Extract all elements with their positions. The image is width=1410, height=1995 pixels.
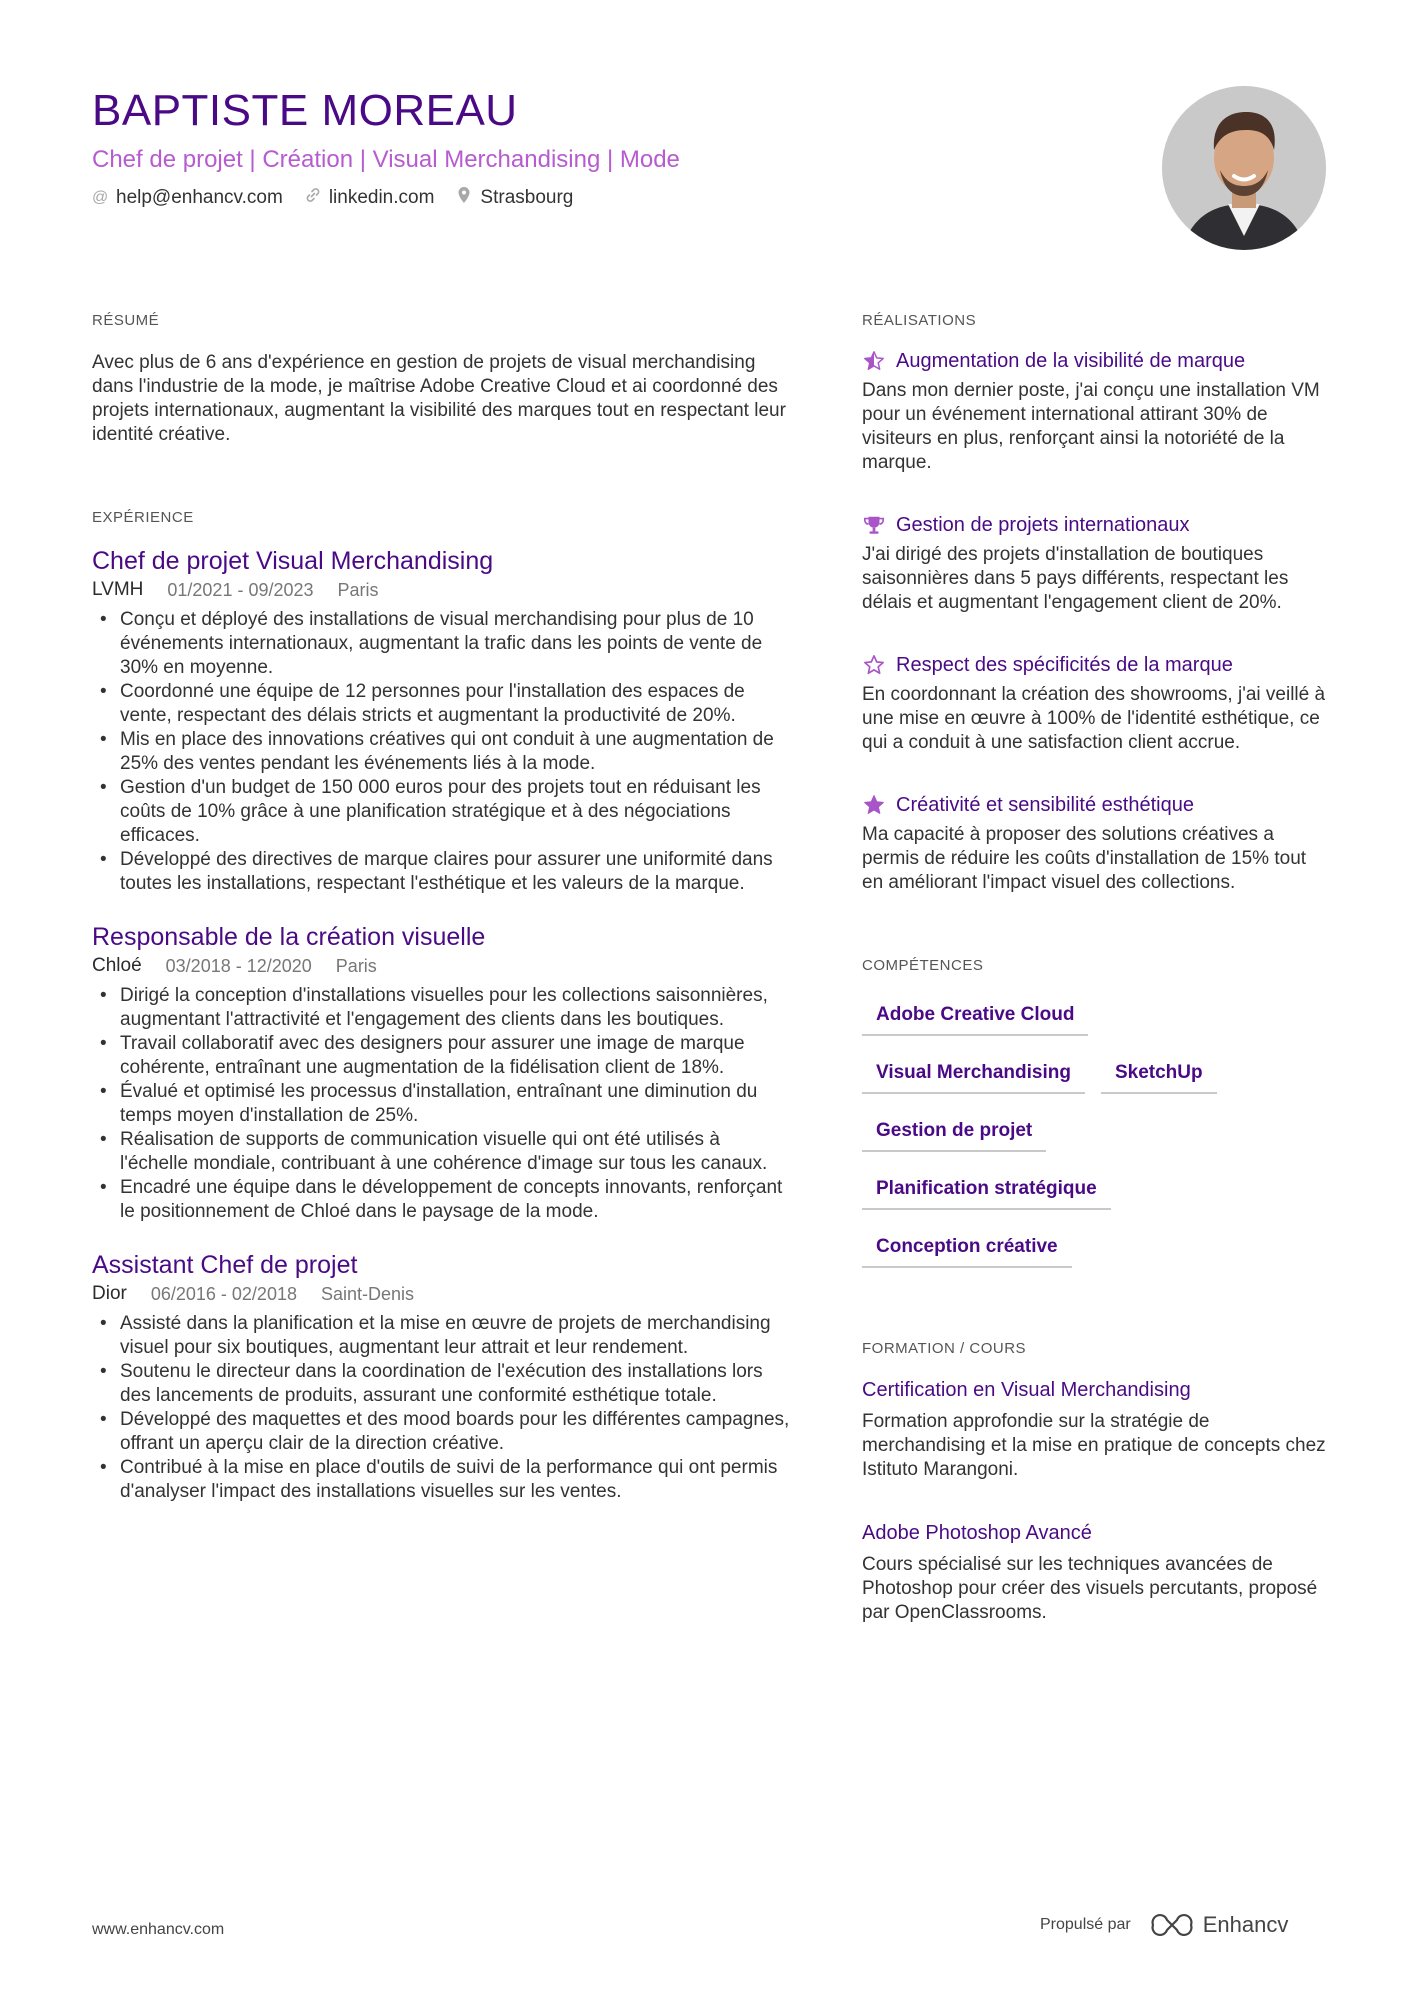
achievement-desc: Ma capacité à proposer des solutions créatives a permis de réduire les coûts d'installation de 15% tout en améliorant l'impact visuel des collections.: [862, 824, 1307, 893]
job-bullet: • Développé des directives de marque claires pour assurer une uniformité dans toutes les installations, respectant l'esthétique et les valeurs de la marque.: [92, 848, 792, 896]
achievement-item: [862, 653, 1332, 755]
job-bullet: • Contribué à la mise en place d'outils de suivi de la performance qui ont permis d'analyser l'impact des installations visuelles sur les ventes.: [92, 1456, 792, 1504]
education-heading: FORMATION / COURS: [862, 1340, 1027, 1357]
experience-heading: EXPÉRIENCE: [92, 509, 194, 526]
job-bullet: • Évalué et optimisé les processus d'installation, entraînant une diminution du temps moyen d'installation de 25%.: [92, 1080, 792, 1128]
skills-list: [862, 998, 1332, 1268]
job-company: Chloé: [92, 955, 142, 976]
contact-linkedin-text: linkedin.com: [328, 186, 435, 208]
job-meta: [92, 1282, 792, 1306]
candidate-subtitle: Chef de projet | Création | Visual Merchandising | Mode: [92, 146, 680, 173]
job-dates: 06/2016 - 02/2018: [150, 1284, 297, 1304]
contact-location: [456, 186, 573, 209]
achievement-item: [862, 513, 1332, 615]
job-bullet: • Mis en place des innovations créatives qui ont conduit à une augmentation de 25% des ventes pendant les événements liés à la mode.: [92, 728, 792, 776]
achievement-item: [862, 793, 1332, 895]
job-location: Paris: [335, 956, 377, 976]
job-bullets: [92, 1312, 792, 1504]
candidate-name: BAPTISTE MOREAU: [92, 86, 518, 135]
job-bullet: • Coordonné une équipe de 12 personnes pour l'installation des espaces de vente, respectant des délais stricts et augmentant la productivité de 20%.: [92, 680, 792, 728]
achievement-title: Augmentation de la visibilité de marque: [896, 349, 1246, 372]
job-title: Assistant Chef de projet: [92, 1251, 358, 1279]
skill-tag: Visual Merchandising: [862, 1056, 1085, 1094]
job-dates: 01/2021 - 09/2023: [167, 580, 314, 600]
education-title: Adobe Photoshop Avancé: [862, 1522, 1092, 1544]
education-item: [862, 1379, 1332, 1482]
job-title: Responsable de la création visuelle: [92, 923, 486, 951]
skill-tag: Adobe Creative Cloud: [862, 998, 1088, 1036]
job-entry: [92, 922, 792, 1224]
job-meta: [92, 954, 792, 978]
job-bullet: • Travail collaboratif avec des designers pour assurer une image de marque cohérente, entraînant une augmentation de la fidélisation client de 18%.: [92, 1032, 792, 1080]
job-location: Saint-Denis: [320, 1284, 415, 1304]
footer-branding: [1040, 1912, 1288, 1938]
skill-tag: Conception créative: [862, 1230, 1072, 1268]
skill-tag: SketchUp: [1101, 1056, 1217, 1094]
job-bullet: • Dirigé la conception d'installations visuelles pour les collections saisonnières, augmentant l'attractivité et l'engagement des clients dans les boutiques.: [92, 984, 792, 1032]
contact-linkedin[interactable]: [305, 186, 435, 209]
star-half-icon: [862, 349, 886, 373]
contact-email[interactable]: [92, 186, 283, 209]
job-bullet: • Conçu et déployé des installations de visual merchandising pour plus de 10 événements internationaux, augmentant la trafic dans les points de vente de 30% en moyenne.: [92, 608, 792, 680]
right-column: [862, 312, 1332, 1625]
enhancv-brand-text: Enhancv: [1202, 1912, 1289, 1937]
achievement-desc: En coordonnant la création des showrooms, j'ai veillé à une mise en œuvre à 100% de l'identité esthétique, ce qui a conduit à une satisfaction client accrue.: [862, 684, 1326, 753]
job-company: Dior: [92, 1283, 127, 1304]
job-bullets: [92, 608, 792, 896]
achievements-heading: RÉALISATIONS: [862, 312, 977, 329]
job-title: Chef de projet Visual Merchandising: [92, 547, 494, 575]
job-dates: 03/2018 - 12/2020: [165, 956, 312, 976]
job-bullet: • Soutenu le directeur dans la coordination de l'exécution des installations lors des lancements de produits, assurant une conformité esthétique totale.: [92, 1360, 792, 1408]
job-location: Paris: [337, 580, 379, 600]
education-desc: Cours spécialisé sur les techniques avancées de Photoshop pour créer des visuels percutants, proposé par OpenClassrooms.: [862, 1554, 1318, 1623]
star-filled-icon: [862, 793, 886, 817]
job-entry: [92, 1250, 792, 1504]
job-bullet: • Développé des maquettes et des mood boards pour les différentes campagnes, offrant un aperçu clair de la direction créative.: [92, 1408, 792, 1456]
job-bullet: • Réalisation de supports de communication visuelle qui ont été utilisés à l'échelle mondiale, contribuant à une cohérence d'image sur tous les canaux.: [92, 1128, 792, 1176]
job-company: LVMH: [92, 579, 144, 600]
achievement-item: [862, 349, 1332, 475]
skills-heading: COMPÉTENCES: [862, 957, 984, 974]
contact-location-text: Strasbourg: [480, 186, 574, 208]
enhancv-logo[interactable]: [1149, 1912, 1289, 1938]
enhancv-logo-icon: [1149, 1913, 1195, 1937]
education-item: [862, 1522, 1332, 1625]
location-pin-icon: [456, 186, 472, 209]
contact-email-text: help@enhancv.com: [116, 186, 283, 208]
trophy-icon: [862, 513, 886, 537]
job-bullet: • Encadré une équipe dans le développement de concepts innovants, renforçant le positionnement de Chloé dans le paysage de la mode.: [92, 1176, 792, 1224]
achievement-title: Gestion de projets internationaux: [896, 513, 1190, 536]
left-column: [92, 312, 792, 1504]
job-meta: [92, 578, 792, 602]
education-title: Certification en Visual Merchandising: [862, 1379, 1191, 1401]
star-outline-icon: [862, 653, 886, 677]
profile-photo: [1162, 86, 1326, 250]
skill-tag: Gestion de projet: [862, 1114, 1046, 1152]
footer-website[interactable]: www.enhancv.com: [92, 1921, 225, 1938]
job-bullets: [92, 984, 792, 1224]
achievement-desc: J'ai dirigé des projets d'installation de boutiques saisonnières dans 5 pays différents, respectant les délais et augmentant l'engagement client de 20%.: [862, 544, 1289, 613]
contact-bar: [92, 186, 573, 209]
summary-heading: RÉSUMÉ: [92, 312, 160, 329]
achievement-title: Respect des spécificités de la marque: [896, 653, 1233, 676]
job-entry: [92, 546, 792, 896]
skill-tag: Planification stratégique: [862, 1172, 1111, 1210]
achievement-title: Créativité et sensibilité esthétique: [896, 793, 1194, 816]
job-bullet: • Gestion d'un budget de 150 000 euros pour des projets tout en réduisant les coûts de 10% grâce à une planification stratégique et à des négociations efficaces.: [92, 776, 792, 848]
at-icon: @: [92, 188, 109, 206]
summary-text: Avec plus de 6 ans d'expérience en gestion de projets de visual merchandising dans l'industrie de la mode, je maîtrise Adobe Creative Cloud et ai coordonné des projets internationaux, augmentant la visibilité des marques tout en respectant leur identité créative.: [92, 352, 786, 445]
achievement-desc: Dans mon dernier poste, j'ai conçu une installation VM pour un événement international attirant 30% de visiteurs en plus, renforçant ainsi la notoriété de la marque.: [862, 380, 1320, 473]
job-bullet: • Assisté dans la planification et la mise en œuvre de projets de merchandising visuel pour six boutiques, augmentant leur attrait et leur rendement.: [92, 1312, 792, 1360]
link-icon: [305, 187, 321, 208]
powered-by-label: Propulsé par: [1040, 1916, 1131, 1933]
education-desc: Formation approfondie sur la stratégie de merchandising et la mise en pratique de concepts chez Istituto Marangoni.: [862, 1411, 1326, 1480]
